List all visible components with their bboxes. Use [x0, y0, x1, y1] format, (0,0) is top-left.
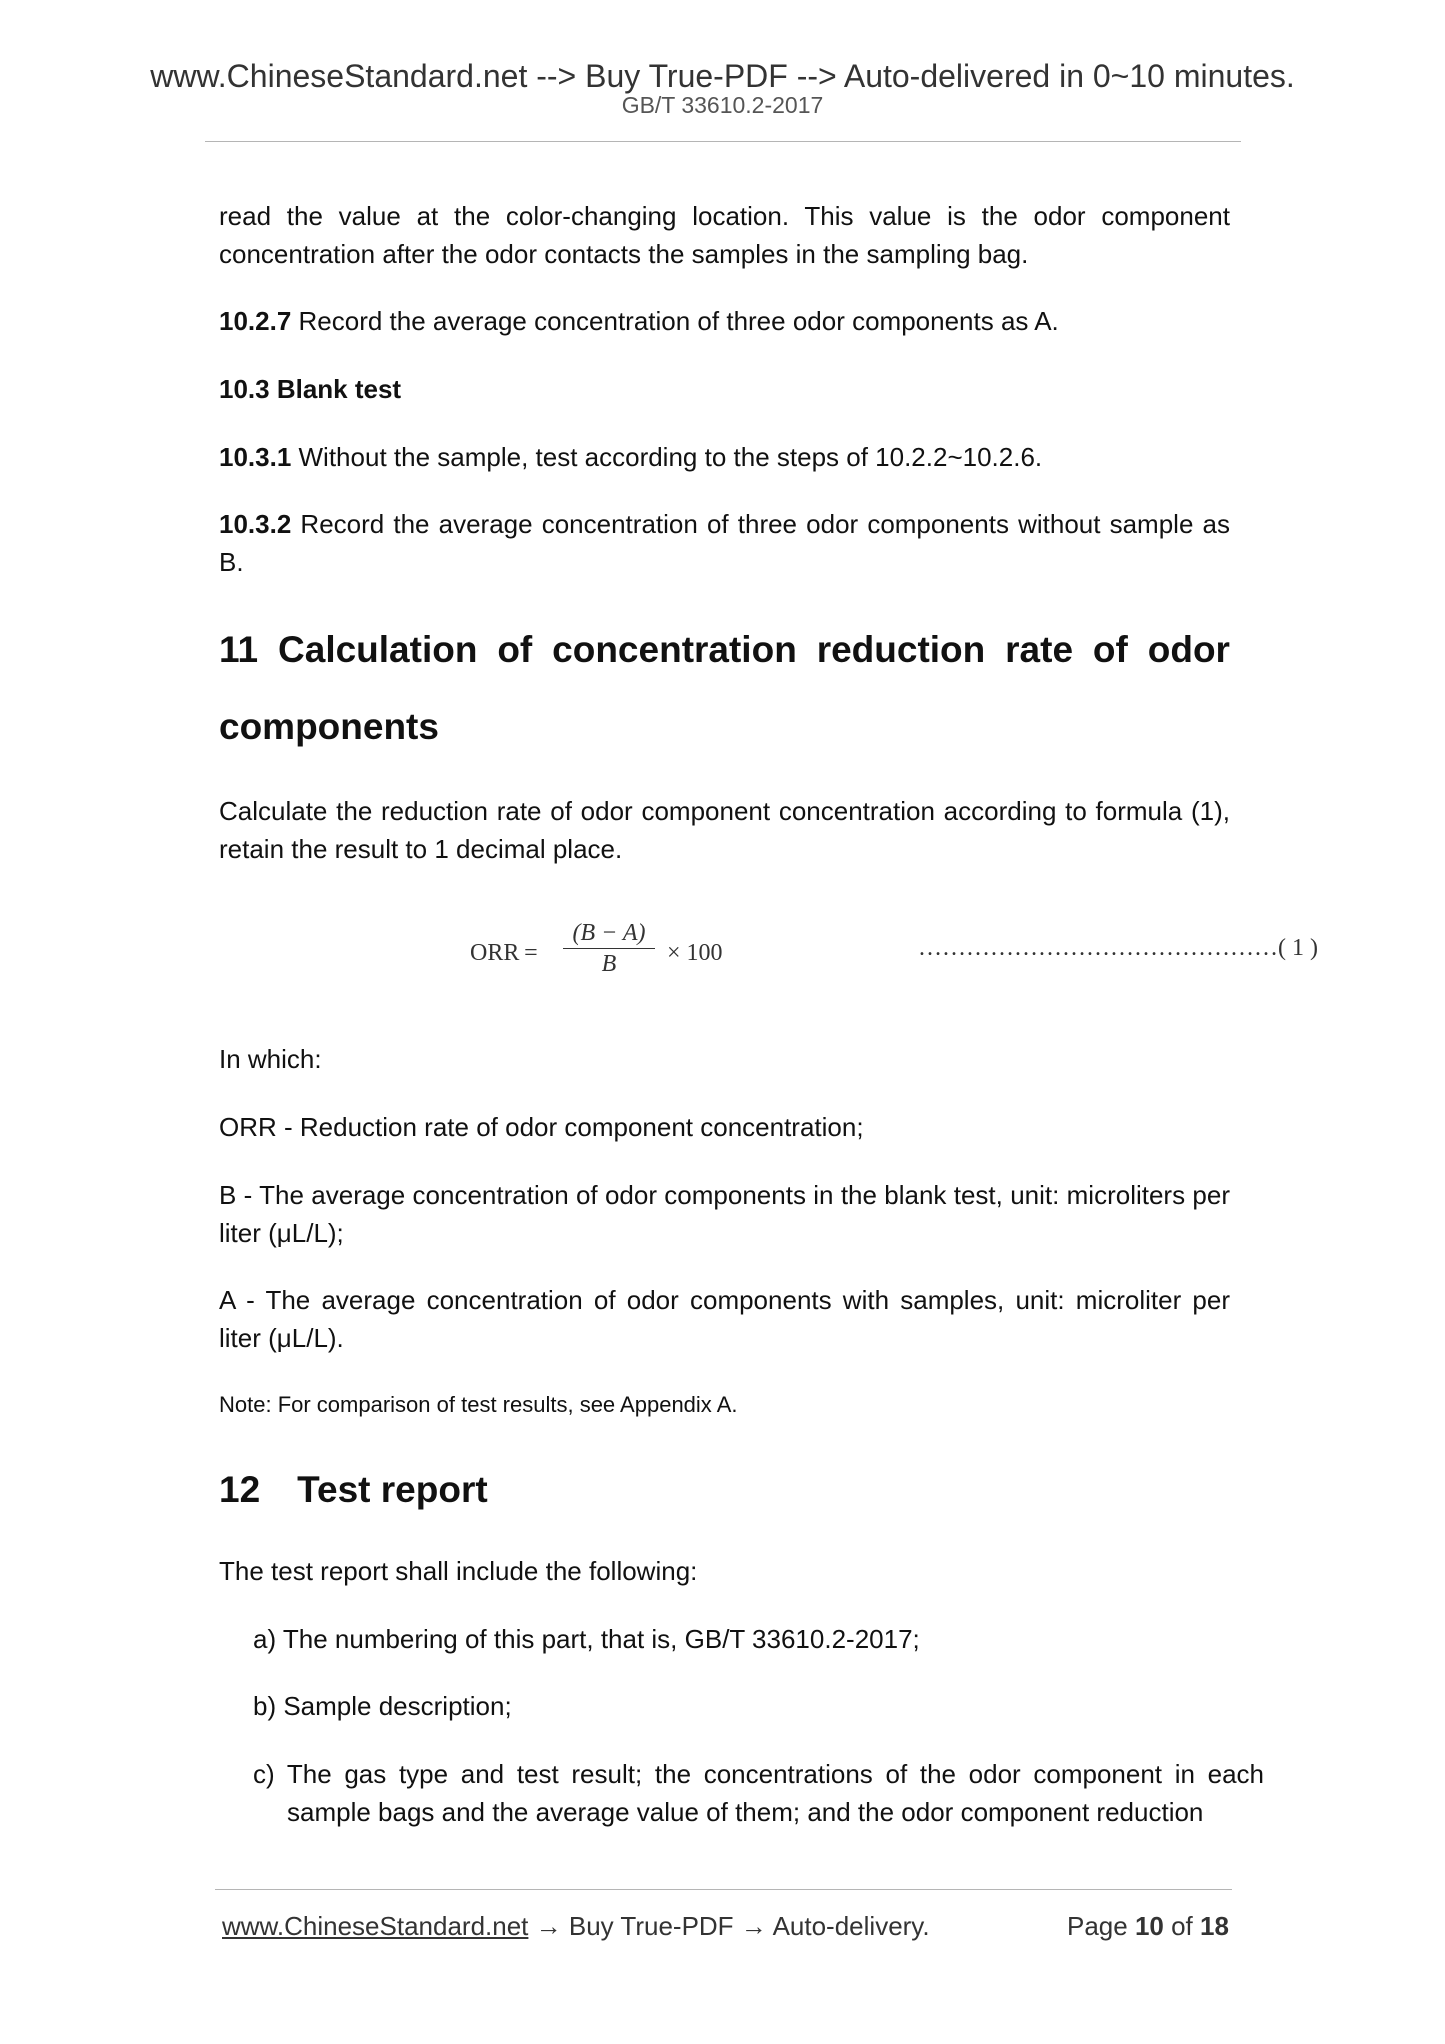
formula-fraction — [563, 920, 655, 978]
definition-a: A - The average concentration of odor components with samples, unit: microliter per liter (μL/L). — [219, 1285, 1230, 1353]
title-word: reduction — [816, 629, 986, 670]
title-word: of — [497, 629, 533, 670]
formula-lhs: ORR = — [470, 940, 538, 966]
page-total: 18 — [1200, 1911, 1229, 1941]
clause-10-3-2 — [219, 505, 1230, 581]
intro-paragraph: read the value at the color-changing location. This value is the odor component concentration after the odor contacts the samples in the sampling bag. — [219, 201, 1230, 269]
footer-link[interactable]: www.ChineseStandard.net — [222, 1911, 529, 1941]
clause-text: Record the average concentration of three odor components as A. — [291, 306, 1059, 336]
clause-text: Record the average concentration of three odor components without sample as B. — [219, 509, 1230, 577]
note: Note: For comparison of test results, see Appendix A. — [219, 1392, 738, 1417]
clause-10-2-7 — [219, 302, 1230, 340]
equation-reference — [918, 935, 1318, 962]
page-number: 10 — [1134, 1911, 1164, 1941]
page-indicator — [1067, 1911, 1229, 1942]
header-divider — [205, 141, 1241, 142]
section-12-heading: 12 Test report — [219, 1469, 488, 1510]
in-which-label: In which: — [219, 1044, 322, 1074]
clause-number: 10.2.7 — [219, 306, 292, 336]
clause-number: 10.3.1 — [219, 442, 292, 472]
footer-divider — [215, 1889, 1232, 1890]
equation-number: ( 1 ) — [1278, 935, 1318, 961]
footer-tagline: → Buy True-PDF → Auto-delivery. — [528, 1911, 930, 1941]
list-item-b: b) Sample description; — [253, 1691, 512, 1721]
section-11-title-line2: components — [219, 706, 439, 747]
title-word: Calculation — [278, 629, 478, 670]
title-word: concentration — [552, 629, 797, 670]
clause-10-3-1 — [219, 438, 1230, 476]
list-item-c: c) The gas type and test result; the concentrations of the odor component in each sample bags and the average value of them; and the odor component reduction — [253, 1759, 1264, 1827]
formula-denominator: B — [601, 951, 617, 977]
of-label: of — [1163, 1911, 1201, 1941]
title-word: rate — [1005, 629, 1074, 670]
list-item-a: a) The numbering of this part, that is, GB/T 33610.2-2017; — [253, 1624, 920, 1654]
definition-b: B - The average concentration of odor components in the blank test, unit: microliters per liter (μL/L); — [219, 1180, 1230, 1248]
leader-dots: ……………………………………… — [918, 935, 1278, 961]
clause-text: Without the sample, test according to the steps of 10.2.2~10.2.6. — [291, 442, 1043, 472]
document-id: GB/T 33610.2-2017 — [621, 92, 824, 118]
section-12-paragraph: The test report shall include the following: — [219, 1556, 698, 1586]
section-number: 11 — [219, 629, 259, 670]
section-11-paragraph: Calculate the reduction rate of odor component concentration according to formula (1), retain the result to 1 decimal place. — [219, 796, 1230, 864]
page-label: Page — [1067, 1911, 1135, 1941]
title-word: of — [1092, 629, 1128, 670]
title-word: odor — [1147, 629, 1230, 670]
section-11-heading — [219, 611, 1230, 765]
header-banner: www.ChineseStandard.net --> Buy True-PDF --> Auto-delivered in 0~10 minutes. — [150, 58, 1295, 94]
formula-numerator: (B − A) — [572, 920, 646, 946]
section-11-title-line1 — [219, 611, 1230, 688]
fraction-bar — [563, 948, 655, 949]
formula-rhs: × 100 — [667, 940, 723, 966]
footer-left — [222, 1911, 930, 1942]
definition-orr: ORR - Reduction rate of odor component concentration; — [219, 1112, 864, 1142]
section-10-3-heading: 10.3 Blank test — [219, 374, 402, 404]
clause-number: 10.3.2 — [219, 509, 292, 539]
